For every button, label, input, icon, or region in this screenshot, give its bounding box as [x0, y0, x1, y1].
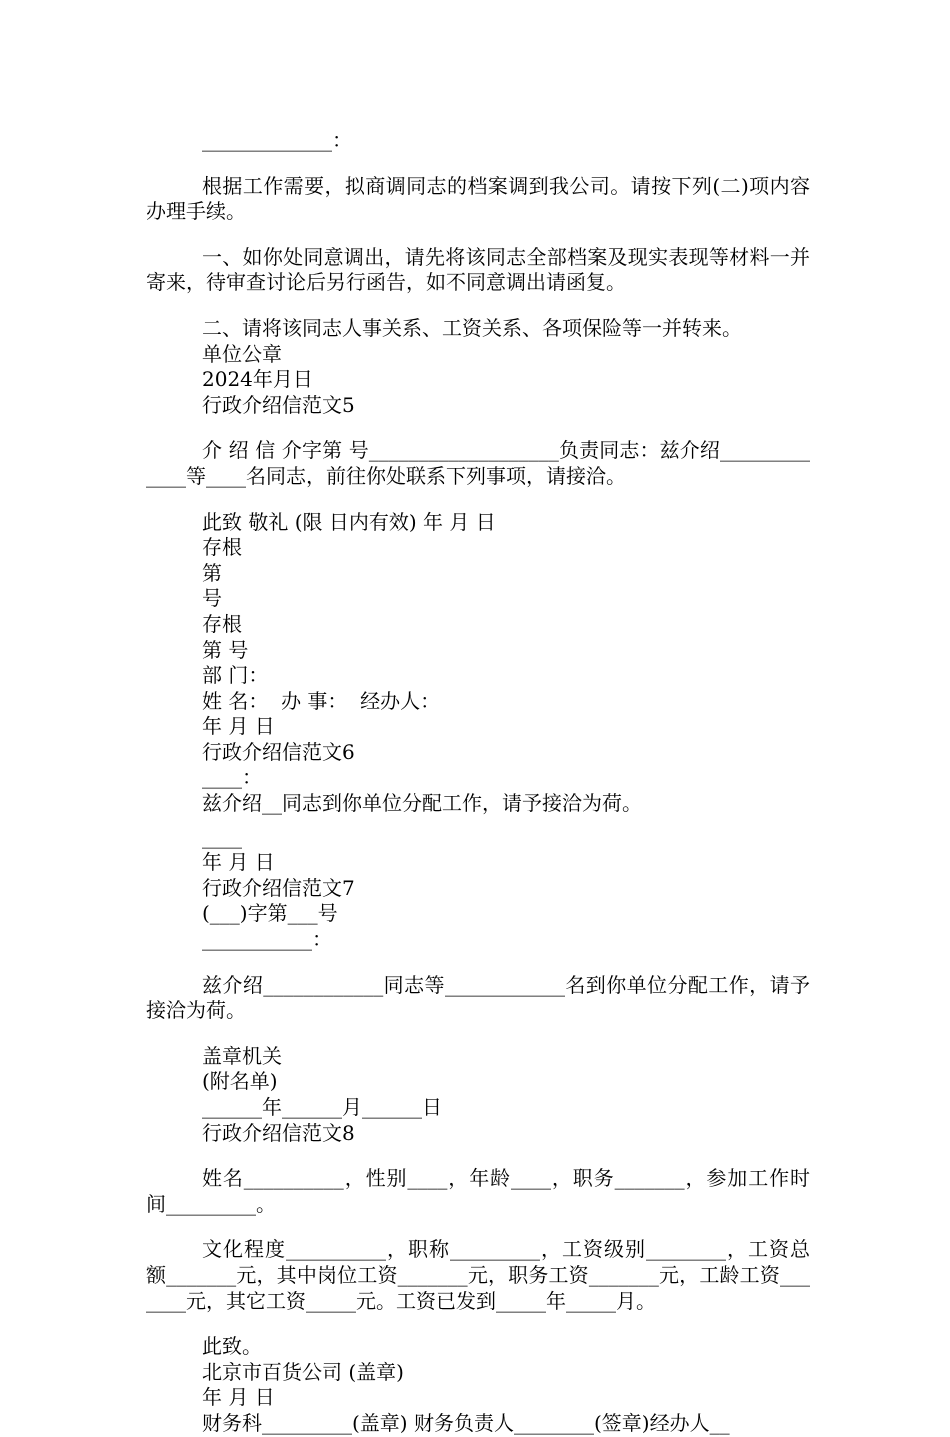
finance-signature-line: 财务科_________(盖章) 财务负责人________(签章)经办人__ [202, 1410, 730, 1435]
closing-salute: 此致。 [202, 1334, 262, 1359]
date-line-blank: 年 月 日 [202, 714, 275, 739]
introduction-letter-body: 介 绍 信 介字第 号___________________负责同志：兹介绍_____________等____名同志，前往你处联系下列事项，请接洽。 [146, 438, 810, 488]
seal-authority-line: 盖章机关 [202, 1043, 282, 1068]
section-title-5: 行政介绍信范文5 [202, 392, 355, 417]
addressee-line-short: ____： [202, 765, 262, 790]
seal-label: 单位公章 [202, 341, 282, 366]
section-title-6: 行政介绍信范文6 [202, 739, 355, 764]
closing-line: 此致 敬礼 (限 日内有效) 年 月 日 [202, 509, 496, 534]
number-label-first: 第 [202, 560, 222, 585]
reference-number-line: (___)字第___号 [202, 901, 338, 926]
company-seal-line: 北京市百货公司 (盖章) [202, 1359, 404, 1384]
date-line-6: 年 月 日 [202, 850, 275, 875]
assignment-line: 兹介绍__同志到你单位分配工作，请予接洽为荷。 [202, 791, 642, 816]
stub-label-second: 存根 [202, 611, 242, 636]
section-title-7: 行政介绍信范文7 [202, 875, 355, 900]
salary-paragraph: 文化程度__________，职称_________，工资级别________，工资总额_______元，其中岗位工资_______元，职务工资_______元，工龄工资_______元，其它工资_____元。工资已发到_____年_____月。 [146, 1237, 810, 1313]
paragraph-item-one: 一、如你处同意调出，请先将该同志全部档案及现实表现等材料一并寄来，待审查讨论后另行函告，如不同意调出请函复。 [146, 244, 810, 295]
addressee-line-7: ___________： [202, 927, 332, 952]
attachment-line: (附名单) [202, 1069, 278, 1094]
paragraph-item-two: 二、请将该同志人事关系、工资关系、各项保险等一并转来。 [202, 315, 742, 340]
section-title-8: 行政介绍信范文8 [202, 1120, 355, 1145]
document-page [146, 128, 810, 1437]
number-line: 第 号 [202, 637, 249, 662]
paragraph-request: 根据工作需要，拟商调同志的档案调到我公司。请按下列(二)项内容办理手续。 [146, 173, 810, 224]
date-line: 2024年月日 [202, 367, 313, 392]
personal-info-paragraph: 姓名__________，性别____，年龄____，职务_______，参加工作时间_________。 [146, 1166, 810, 1216]
department-line: 部 门： [202, 663, 269, 688]
signature-blank: ____ [202, 824, 242, 849]
name-handler-line: 姓 名： 办 事： 经办人： [202, 688, 441, 713]
number-label-second: 号 [202, 586, 222, 611]
date-blanks-line: ______年______月______日 [202, 1095, 442, 1119]
date-line-8: 年 月 日 [202, 1385, 275, 1410]
assignment-paragraph: 兹介绍____________同志等____________名到你单位分配工作，请予接洽为荷。 [146, 972, 810, 1023]
stub-label: 存根 [202, 535, 242, 560]
addressee-line: _____________： [202, 128, 352, 152]
